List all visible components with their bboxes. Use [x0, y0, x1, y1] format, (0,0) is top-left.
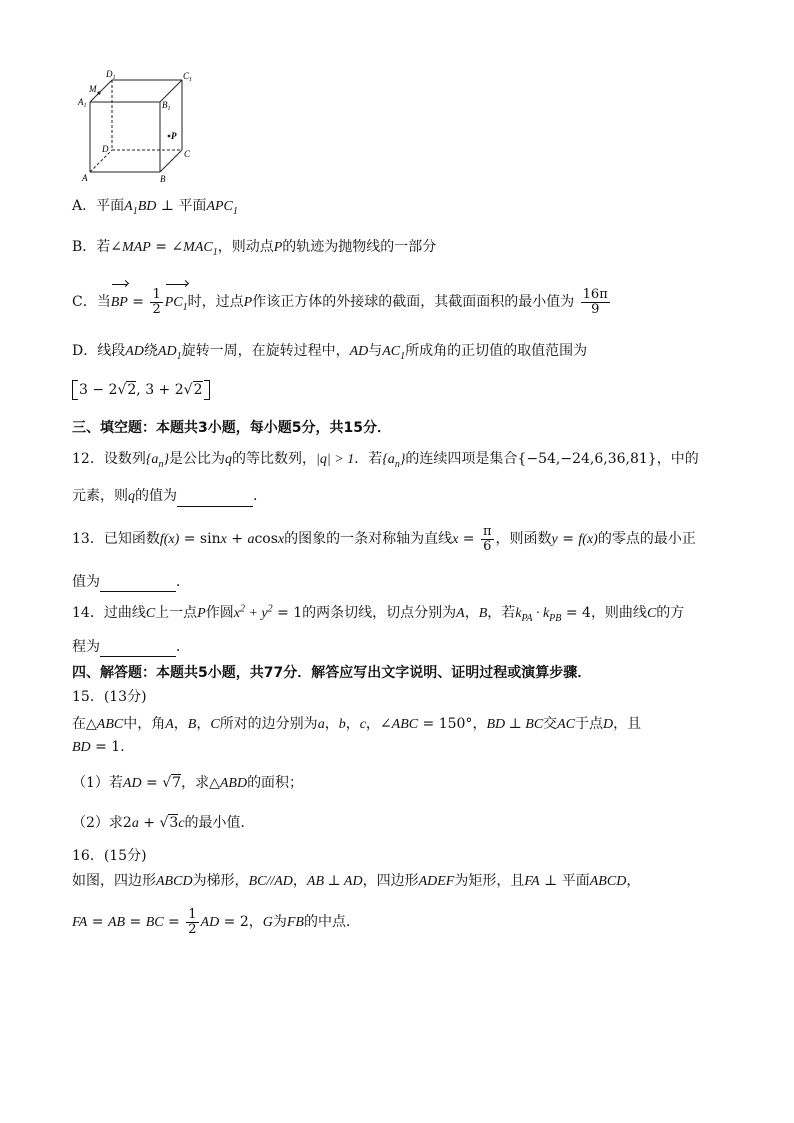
- label-b: B: [160, 174, 166, 184]
- label-b1: $B_1$: [162, 100, 171, 112]
- label-d1: $D_1$: [106, 69, 116, 81]
- label-p: P: [171, 131, 177, 141]
- option-d-range: 3 − 2√2, 3 + 2√2: [72, 380, 210, 400]
- label-m: M: [89, 84, 97, 94]
- question-13-line2: 值为 ．: [72, 574, 190, 590]
- question-16-line1: 如图，四边形ABCD为梯形，BC//AD，AB ⊥ AD，四边形ADEF为矩形，且FA ⊥ 平面ABCD，: [72, 873, 641, 889]
- edge-c1b1: [160, 80, 182, 102]
- section-3-title: 三、填空题：本题共3小题，每小题5分，共15分．: [72, 420, 391, 436]
- option-d: D．线段AD绕$AD_1$旋转一周，在旋转过程中，AD与$AC_1$所成角的正切值的取值范围为: [72, 343, 588, 362]
- option-b: B．若∠MAP = $\angle MAC_1$，则动点P的轨迹为抛物线的一部分: [72, 239, 437, 258]
- label-c1: $C_1$: [183, 71, 193, 83]
- option-c: C．当BP = $\frac{1}{2}$ $PC_1$时，过点P作该正方体的外接球的截面，其截面面积的最小值为 $\frac{16\pi}{9}$: [72, 285, 612, 319]
- edge-bc: [160, 150, 182, 172]
- answer-blank-13[interactable]: [100, 577, 176, 592]
- question-16-header: 16．(15分): [72, 848, 147, 864]
- question-12-line2: 元素，则q的值为 ．: [72, 486, 267, 507]
- label-c: C: [184, 149, 191, 159]
- point-p: [168, 135, 171, 138]
- question-13: 13．已知函数f(x) = sinx + acosx的图象的一条对称轴为直线x = $\frac{\pi}{6}$ ，则函数y = f(x)的零点的最小正: [72, 523, 696, 554]
- question-15-sub1: （1）若AD = √7，求△ABD的面积；: [72, 775, 304, 791]
- question-16-line2: FA = AB = BC = $\frac{1}{2}$ AD = 2，G为FB的中点．: [72, 906, 360, 937]
- question-15-line2: BD = 1．: [72, 739, 135, 755]
- question-14: 14．过曲线C上一点P作圆$x^2 + y^2 = 1$的两条切线，切点分别为A，B，若$k_{PA} \cdot k_{PB} = 4$，则曲线C的方: [72, 603, 685, 624]
- label-d: D: [102, 144, 109, 154]
- label-a1: $A_1$: [78, 97, 87, 109]
- answer-blank-12[interactable]: [177, 492, 253, 507]
- point-m: [97, 91, 100, 94]
- option-a: A．平面$A_1BD$ ⊥ 平面$APC_1$: [72, 198, 238, 217]
- answer-blank-14[interactable]: [100, 642, 176, 657]
- section-4-title: 四、解答题：本题共5小题，共77分．解答应写出文字说明、证明过程或演算步骤．: [72, 665, 592, 681]
- question-12: 12．设数列$\{a_n\}$是公比为q的等比数列，|q| > 1．若$\{a_n\}$的连续四项是集合{−54,−24,6,36,81}，中的: [72, 451, 699, 470]
- question-15-line1: 在△ABC中，角A，B，C所对的边分别为a，b，c，∠ABC = 150°，BD ⊥ BC交AC于点D，且: [72, 716, 642, 732]
- label-a: A: [82, 173, 88, 183]
- question-15-sub2: （2）求2a + √3c的最小值．: [72, 815, 255, 831]
- question-14-line2: 程为 ．: [72, 639, 190, 655]
- cube-figure: [74, 68, 204, 186]
- question-15-header: 15．(13分): [72, 689, 147, 705]
- edge-ad: [90, 150, 112, 172]
